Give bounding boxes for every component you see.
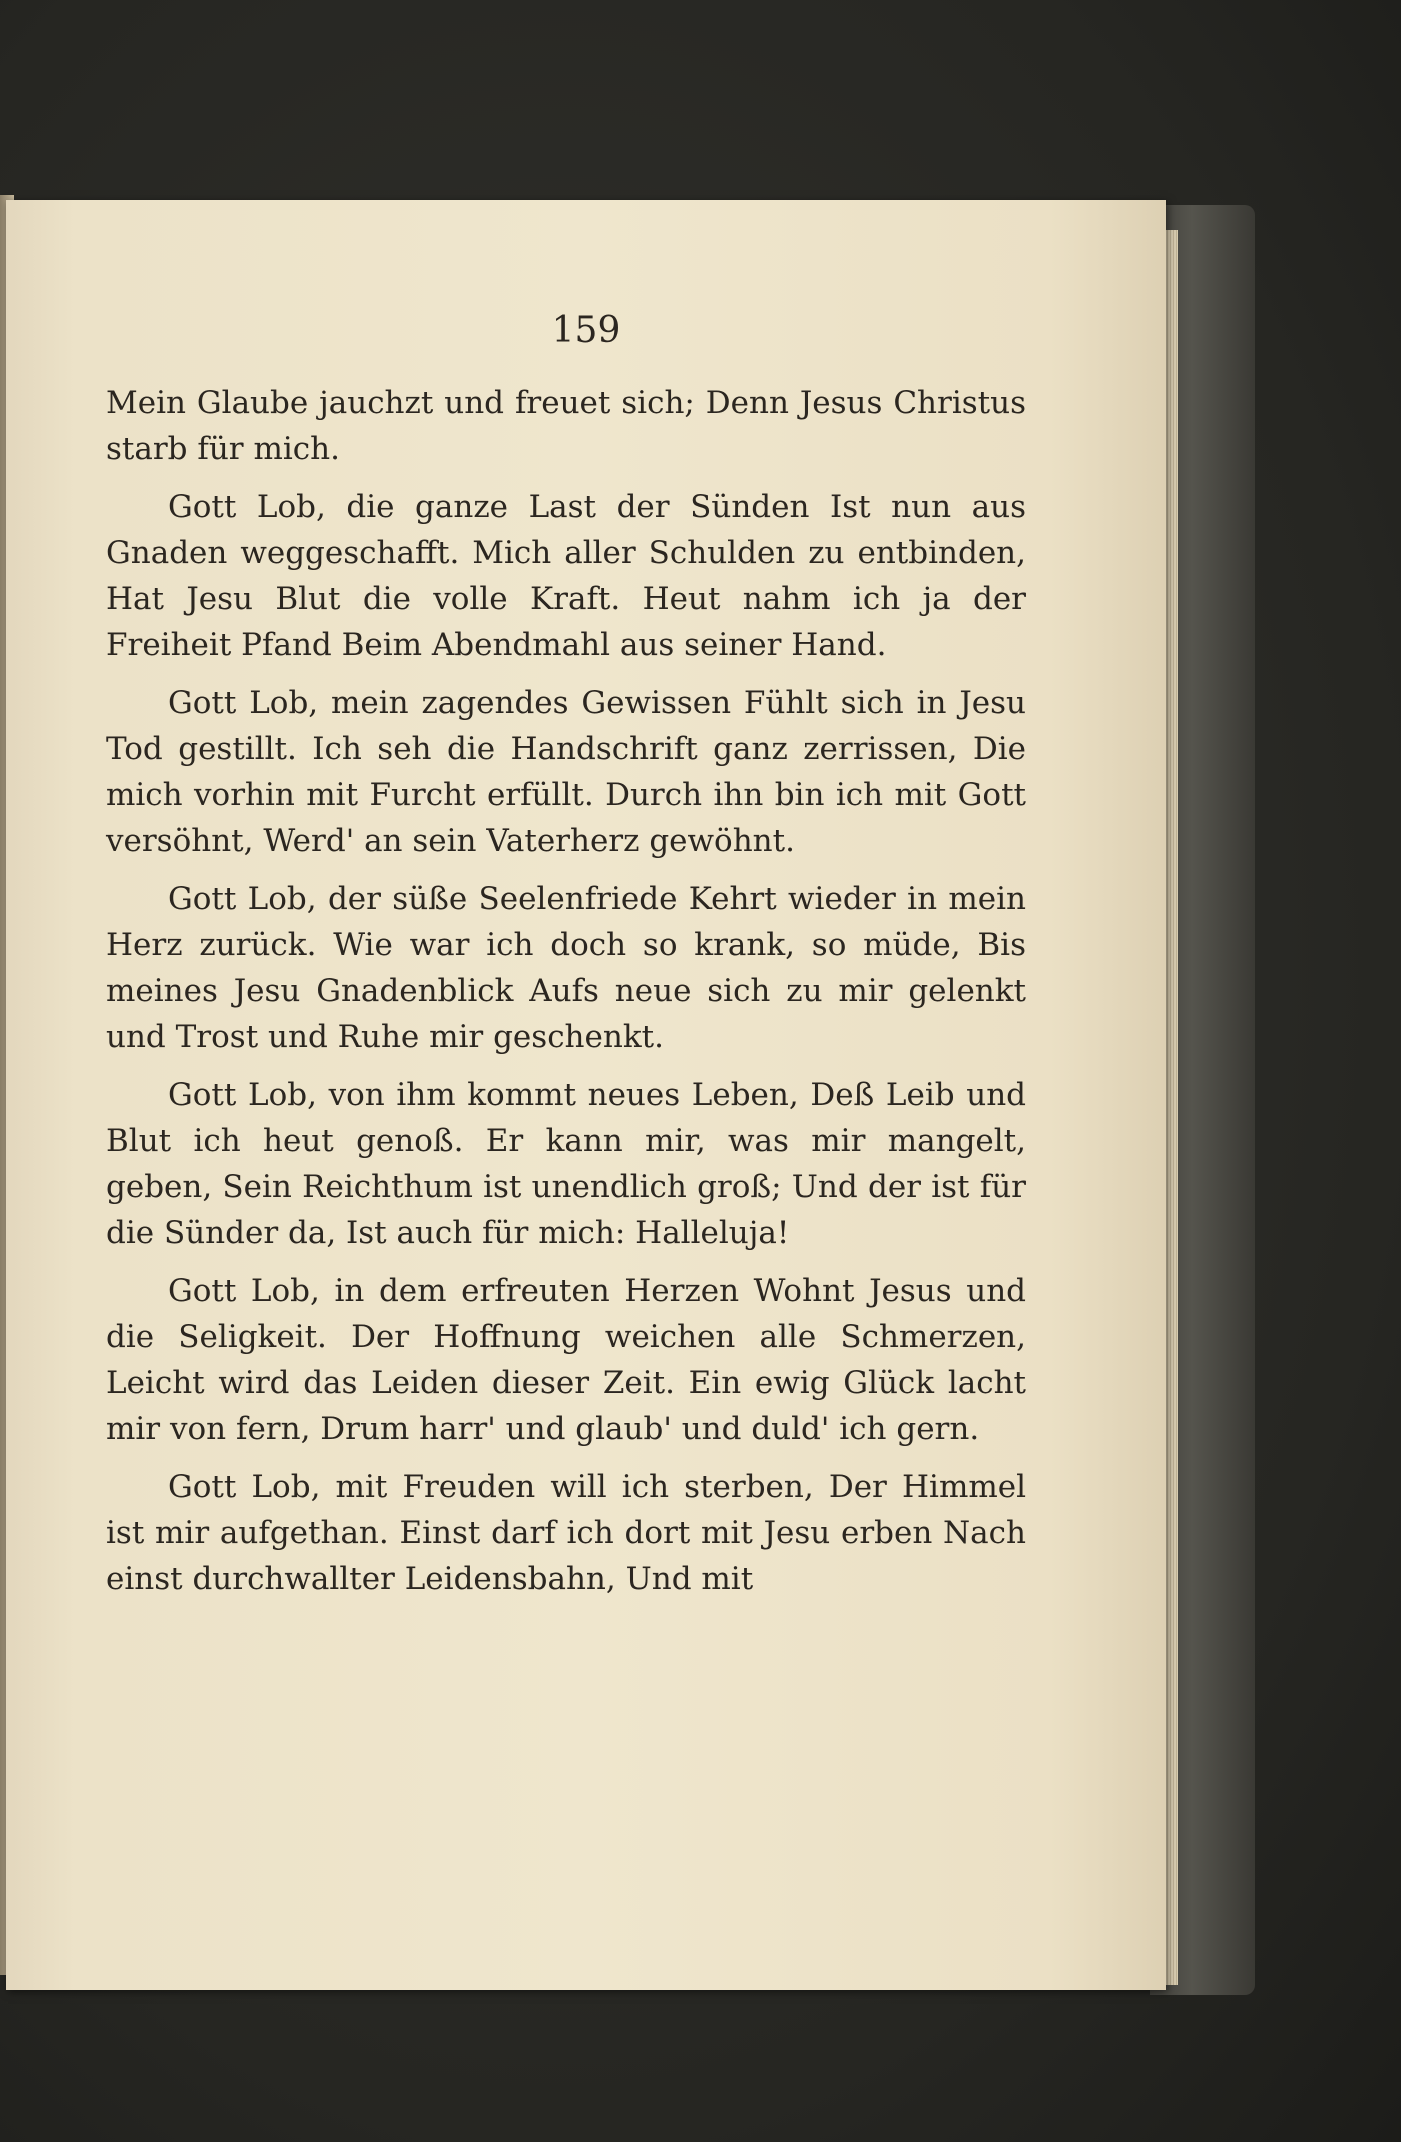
stanza-4: Gott Lob, der süße Seelenfriede Kehrt wieder in mein Herz zurück. Wie war ich doch so krank, so müde, Bis meines Jesu Gnadenblick Aufs neue sich zu mir gelenkt und Trost und Ruhe mir geschenkt. [106, 881, 1026, 1055]
stanza-6: Gott Lob, in dem erfreuten Herzen Wohnt Jesus und die Seligkeit. Der Hoffnung weichen alle Schmerzen, Leicht wird das Leiden dieser Zeit. Ein ewig Glück lacht mir von fern, Drum harr' und glaub' und duld' ich gern. [106, 1273, 1026, 1447]
book-page [6, 200, 1166, 1990]
stanza-3: Gott Lob, mein zagendes Gewissen Fühlt sich in Jesu Tod gestillt. Ich seh die Handschrift ganz zerrissen, Die mich vorhin mit Furcht erfüllt. Durch ihn bin ich mit Gott versöhnt, Werd' an sein Vaterherz gewöhnt. [106, 685, 1026, 859]
stanza-7: Gott Lob, mit Freuden will ich sterben, Der Himmel ist mir aufgethan. Einst darf ich dort mit Jesu erben Nach einst durchwallter Leidensbahn, Und mit [106, 1469, 1026, 1597]
hymn-text [106, 380, 1026, 1614]
page-number: 159 [551, 310, 621, 351]
paragraph-1: Mein Glaube jauchzt und freuet sich; Denn Jesus Christus starb für mich. [106, 385, 1026, 467]
stanza-2: Gott Lob, die ganze Last der Sünden Ist nun aus Gnaden weggeschafft. Mich aller Schulden zu entbinden, Hat Jesu Blut die volle Kraft. Heut nahm ich ja der Freiheit Pfand Beim Abendmahl aus seiner Hand. [106, 489, 1026, 663]
stanza-5: Gott Lob, von ihm kommt neues Leben, Deß Leib und Blut ich heut genoß. Er kann mir, was mir mangelt, geben, Sein Reichthum ist unendlich groß; Und der ist für die Sünder da, Ist auch für mich: Halleluja! [106, 1077, 1026, 1251]
